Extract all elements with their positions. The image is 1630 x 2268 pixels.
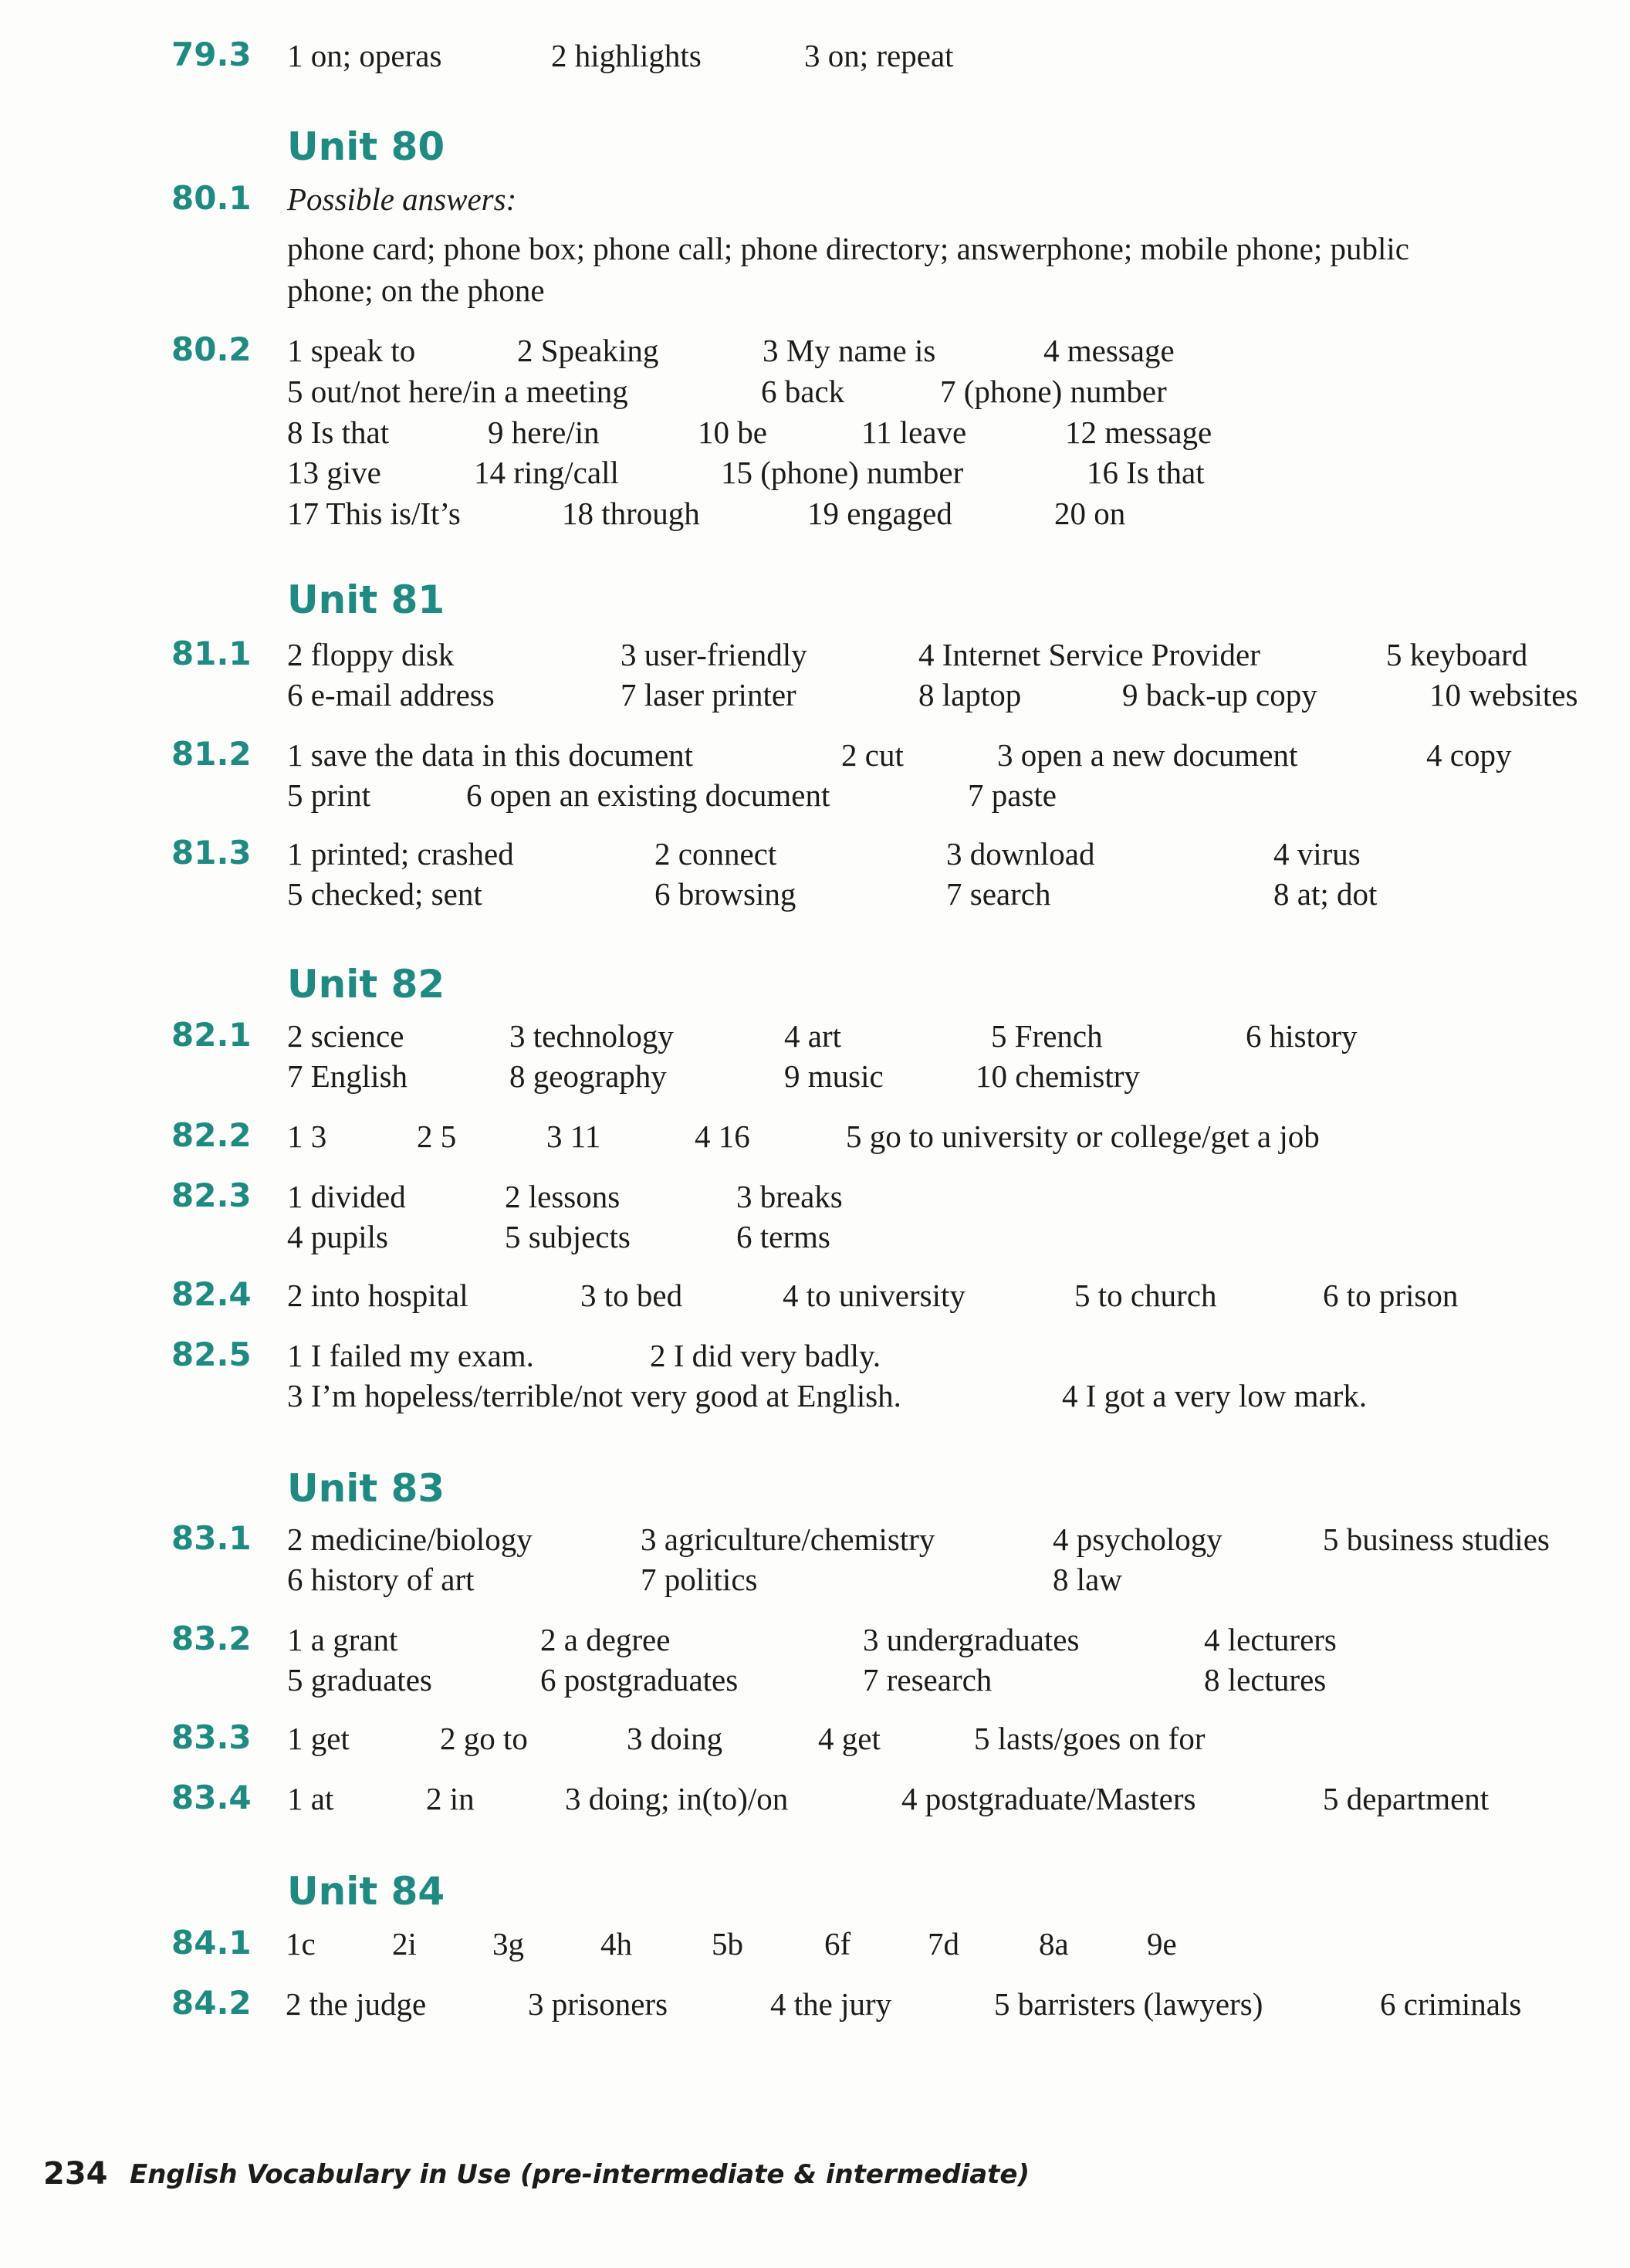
answer: 7 search (946, 876, 1051, 912)
answer: 4 lecturers (1204, 1622, 1337, 1657)
answer: 10 websites (1429, 677, 1578, 713)
answer: 2 in (426, 1781, 475, 1816)
answer: 7 research (863, 1662, 993, 1698)
answer: 4 the jury (770, 1986, 892, 2022)
answer: 1 divided (287, 1179, 406, 1214)
answer: 2 lessons (505, 1179, 621, 1214)
answer: 1 I failed my exam. (287, 1338, 534, 1373)
answer: 2 floppy disk (287, 637, 455, 672)
answer: 4h (600, 1926, 632, 1962)
answer: 6 to prison (1323, 1278, 1459, 1313)
answer: 8 lectures (1204, 1662, 1327, 1698)
page-number: 234 (43, 2156, 108, 2192)
unit-heading: Unit 82 (287, 962, 445, 1007)
answer: 4 postgraduate/Masters (901, 1781, 1196, 1816)
answer: 6 open an existing document (466, 777, 830, 813)
exercise-number: 84.1 (171, 1924, 252, 1962)
answer: 3 agriculture/chemistry (641, 1522, 935, 1557)
answer: 14 ring/call (474, 455, 619, 490)
answer: 5 barristers (lawyers) (994, 1986, 1263, 2022)
answer: 4 copy (1426, 737, 1512, 773)
answer: phone card; phone box; phone call; phone directory; answerphone; mobile phone; public (287, 231, 1409, 266)
answer: 2 I did very badly. (650, 1338, 881, 1373)
exercise-number: 81.2 (171, 735, 252, 773)
answer: 6 terms (736, 1219, 830, 1254)
unit-heading: Unit 81 (287, 577, 445, 622)
answer: 5 go to university or college/get a job (846, 1119, 1320, 1154)
answer: 5 out/not here/in a meeting (287, 374, 628, 409)
answer: 3 open a new document (997, 737, 1298, 773)
answer: 2 a degree (540, 1622, 671, 1657)
answer: 4 art (784, 1018, 841, 1054)
answer: 4 psychology (1053, 1522, 1222, 1557)
answer: 8 geography (509, 1058, 667, 1094)
answer: 2 highlights (551, 38, 702, 73)
answer: 1 speak to (287, 333, 416, 368)
answer: 18 through (562, 496, 700, 531)
answer: 10 chemistry (976, 1058, 1140, 1094)
answer: 3 technology (509, 1018, 674, 1054)
answer: 1 a grant (287, 1622, 398, 1657)
answer: 8 at; dot (1273, 876, 1378, 912)
exercise-number: 80.2 (171, 330, 252, 368)
answer: 2 connect (654, 836, 777, 872)
answer: 2 the judge (286, 1986, 427, 2022)
exercise-number: 83.2 (171, 1620, 252, 1657)
answer: 6 criminals (1380, 1986, 1522, 2022)
exercise-number: 82.3 (171, 1176, 252, 1214)
unit-heading: Unit 80 (287, 124, 445, 169)
exercise-number: 82.4 (171, 1275, 252, 1313)
answer: 4 get (818, 1721, 881, 1756)
answer: 15 (phone) number (721, 455, 964, 490)
answer: 8a (1039, 1926, 1069, 1962)
answer: 9 back-up copy (1122, 677, 1317, 713)
answer: 20 on (1054, 496, 1126, 531)
answer-label: Possible answers: (287, 181, 517, 217)
answer: 2 go to (440, 1721, 528, 1756)
answer: 6f (824, 1926, 851, 1962)
answer: 6 history (1246, 1018, 1358, 1054)
exercise-number: 81.1 (171, 635, 252, 672)
book-title: English Vocabulary in Use (pre-intermediate & intermediate) (130, 2159, 1030, 2190)
answer: 2 science (287, 1018, 404, 1054)
answer: 10 be (698, 415, 767, 450)
exercise-number: 79.3 (171, 36, 252, 73)
answer: 8 law (1053, 1562, 1122, 1597)
answer: 5 to church (1074, 1278, 1217, 1313)
answer: 7 English (287, 1058, 408, 1094)
answer: 2 5 (417, 1119, 457, 1154)
answer: 2i (392, 1926, 417, 1962)
answer: 7 (phone) number (940, 374, 1167, 409)
answer: 9 here/in (488, 415, 600, 450)
answer: 6 back (761, 374, 845, 409)
answer: 3 I’m hopeless/terrible/not very good at English. (287, 1378, 901, 1413)
answer: 9 music (784, 1058, 884, 1094)
answer: 5 keyboard (1386, 637, 1528, 672)
answer: 8 laptop (918, 677, 1022, 713)
answer: 3 doing; in(to)/on (565, 1781, 789, 1816)
answer: 4 virus (1273, 836, 1361, 872)
answer: 7d (928, 1926, 959, 1962)
answer: 2 Speaking (517, 333, 659, 368)
answer: 2 medicine/biology (287, 1522, 533, 1557)
answer: 4 Internet Service Provider (918, 637, 1260, 672)
answer: 11 leave (861, 415, 967, 450)
exercise-number: 83.3 (171, 1718, 252, 1756)
unit-heading: Unit 84 (287, 1869, 445, 1914)
answer: 4 pupils (287, 1219, 388, 1254)
answer: 6 e-mail address (287, 677, 495, 713)
answer: 1 3 (287, 1119, 327, 1154)
answer: 3 user-friendly (621, 637, 807, 672)
answer: 6 browsing (654, 876, 796, 912)
answer: 5 lasts/goes on for (974, 1721, 1206, 1756)
answer: 2 cut (841, 737, 904, 773)
exercise-number: 82.5 (171, 1335, 252, 1373)
answer: 6 postgraduates (540, 1662, 739, 1698)
answer: 4 I got a very low mark. (1062, 1378, 1368, 1413)
answer: 5b (712, 1926, 743, 1962)
unit-heading: Unit 83 (287, 1466, 445, 1511)
answer: 1 get (287, 1721, 350, 1756)
answer: 2 into hospital (287, 1278, 468, 1313)
answer: 5 subjects (505, 1219, 631, 1254)
answer: 3 My name is (763, 333, 936, 368)
answer: 7 paste (968, 777, 1057, 813)
answer: 17 This is/It’s (287, 496, 461, 531)
answer: 7 politics (641, 1562, 758, 1597)
answer: 5 checked; sent (287, 876, 482, 912)
answer: 1 on; operas (287, 38, 442, 73)
answer: 4 message (1043, 333, 1175, 368)
answer: 6 history of art (287, 1562, 475, 1597)
answer: 3 doing (627, 1721, 723, 1756)
answer: 1c (286, 1926, 316, 1962)
answer: 7 laser printer (621, 677, 796, 713)
answer: 3 on; repeat (804, 38, 954, 73)
answer: 3 to bed (580, 1278, 683, 1313)
exercise-number: 83.1 (171, 1519, 252, 1557)
answer: 3g (492, 1926, 524, 1962)
answer: 12 message (1065, 415, 1212, 450)
answer: 1 printed; crashed (287, 836, 514, 872)
answer: 13 give (287, 455, 381, 490)
answer: 5 French (991, 1018, 1103, 1054)
answer: 19 engaged (807, 496, 952, 531)
answer: 3 undergraduates (863, 1622, 1080, 1657)
answer: 5 graduates (287, 1662, 432, 1698)
exercise-number: 84.2 (171, 1984, 252, 2022)
exercise-number: 82.1 (171, 1016, 252, 1054)
exercise-number: 83.4 (171, 1779, 252, 1816)
answer: 3 prisoners (528, 1986, 668, 2022)
answer: phone; on the phone (287, 272, 545, 308)
answer: 4 to university (783, 1278, 965, 1313)
answer: 9e (1147, 1926, 1177, 1962)
answer: 5 print (287, 777, 371, 813)
answer: 3 11 (546, 1119, 601, 1154)
answer: 1 at (287, 1781, 334, 1816)
answer: 1 save the data in this document (287, 737, 694, 773)
answer: 16 Is that (1087, 455, 1205, 490)
answer: 3 breaks (736, 1179, 843, 1214)
exercise-number: 82.2 (171, 1116, 252, 1154)
answer: 4 16 (695, 1119, 750, 1154)
answer: 8 Is that (287, 415, 390, 450)
answer: 5 business studies (1323, 1522, 1550, 1557)
answer: 3 download (946, 836, 1095, 872)
exercise-number: 81.3 (171, 834, 252, 872)
exercise-number: 80.1 (171, 179, 252, 217)
answer: 5 department (1323, 1781, 1490, 1816)
